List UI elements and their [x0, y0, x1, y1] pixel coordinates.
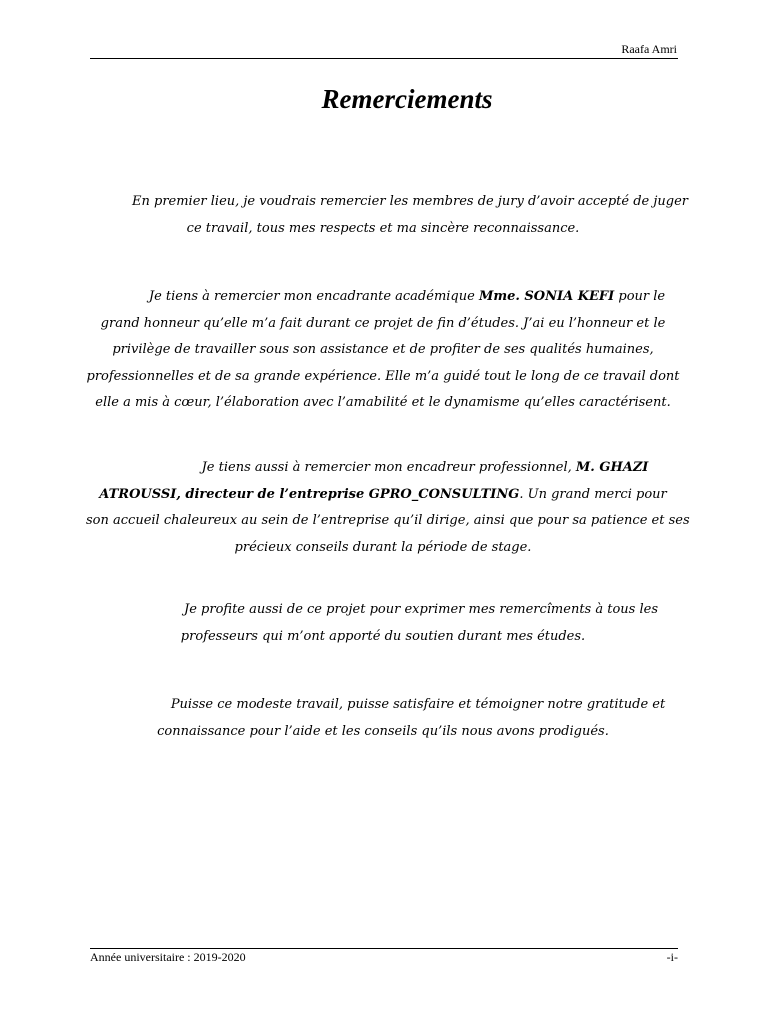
paragraph-line: son accueil chaleureux au sein de l’entreprise qu’il dirige, ainsi que pour sa patience et ses [86, 513, 690, 528]
text-run: . Un grand merci pour [519, 486, 667, 502]
paragraph-line: ce travail, tous mes respects et ma sincère reconnaissance. [186, 220, 580, 236]
header-divider [90, 58, 678, 59]
paragraph-line [86, 455, 680, 482]
text-run: Je tiens à remercier mon encadrante académique [148, 289, 479, 304]
paragraph-line: connaissance pour l’aide et les conseils qu’ils nous avons prodigués. [157, 723, 609, 739]
paragraph-line: Je profite aussi de ce projet pour exprimer mes remercîments à tous les [184, 602, 658, 617]
supervisor-name: M. GHAZI [575, 460, 649, 475]
page-title: Remerciements [321, 84, 493, 114]
paragraph-line: professionnelles et de sa grande expérience. Elle m’a guidé tout le long de ce travail dont [86, 368, 680, 384]
paragraph-jury [86, 189, 688, 242]
company-reference: ATROUSSI, directeur de l’entreprise GPRO_CONSULTING [99, 486, 520, 502]
paragraph-line: En premier lieu, je voudrais remercier les membres de jury d’avoir accepté de juger [132, 194, 688, 209]
paragraph-line: privilège de travailler sous son assistance et de profiter de ses qualités humaines, [112, 342, 654, 357]
footer-page-number: -i- [666, 950, 678, 964]
supervisor-name: Mme. SONIA KEFI [478, 289, 615, 304]
footer-academic-year: Année universitaire : 2019-2020 [90, 950, 246, 964]
paragraph-line: elle a mis à cœur, l’élaboration avec l’amabilité et le dynamisme qu’elles caractérisent. [95, 395, 671, 410]
paragraph-line: Puisse ce modeste travail, puisse satisfaire et témoigner notre gratitude et [170, 697, 666, 712]
paragraph-professors [86, 597, 680, 650]
paragraph-line: grand honneur qu’elle m’a fait durant ce projet de fin d’études. J’ai eu l’honneur et le [100, 315, 666, 331]
paragraph-line: professeurs qui m’ont apporté du soutien durant mes études. [180, 628, 586, 644]
header-author: Raafa Amri [621, 42, 677, 56]
text-run: pour le [614, 289, 666, 304]
paragraph-professional-supervisor [86, 455, 690, 561]
paragraph-line [86, 482, 680, 509]
text-run: Je tiens aussi à remercier mon encadreur professionnel, [201, 460, 576, 475]
paragraph-line [86, 284, 680, 311]
footer-divider [90, 948, 678, 949]
paragraph-academic-supervisor [86, 284, 680, 417]
paragraph-line: précieux conseils durant la période de stage. [234, 539, 532, 555]
paragraph-closing [86, 692, 680, 745]
